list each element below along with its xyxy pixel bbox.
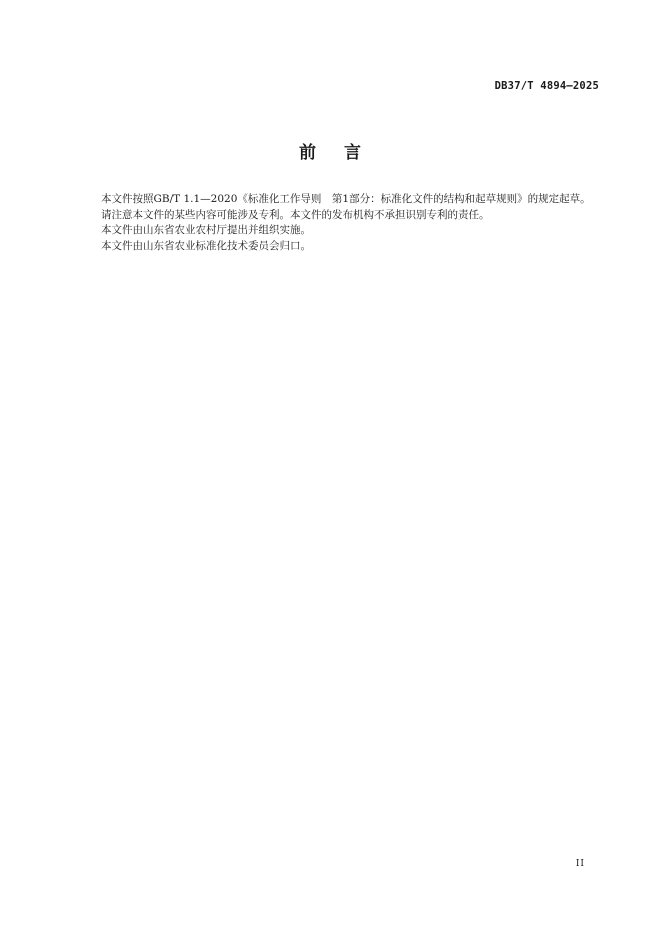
title-char-2: 言 xyxy=(344,143,363,163)
paragraph-proposer: 本文件由山东省农业农村厅提出并组织实施。 xyxy=(101,224,311,236)
document-code: DB37/T 4894—2025 xyxy=(494,80,599,92)
paragraph-patent-notice: 请注意本文件的某些内容可能涉及专利。本文件的发布机构不承担识别专利的责任。 xyxy=(101,208,490,221)
page-title xyxy=(0,138,662,163)
paragraph-technical-committee: 本文件由山东省农业标准化技术委员会归口。 xyxy=(101,239,311,252)
title-char-1: 前 xyxy=(299,143,318,163)
page-number: II xyxy=(575,859,585,869)
paragraph-drafting-rules: 本文件按照GB/T 1.1—2020《标准化工作导则 第1部分：标准化文件的结构和起草规则》的规定起草。 xyxy=(101,193,591,205)
foreword-body xyxy=(80,192,600,254)
